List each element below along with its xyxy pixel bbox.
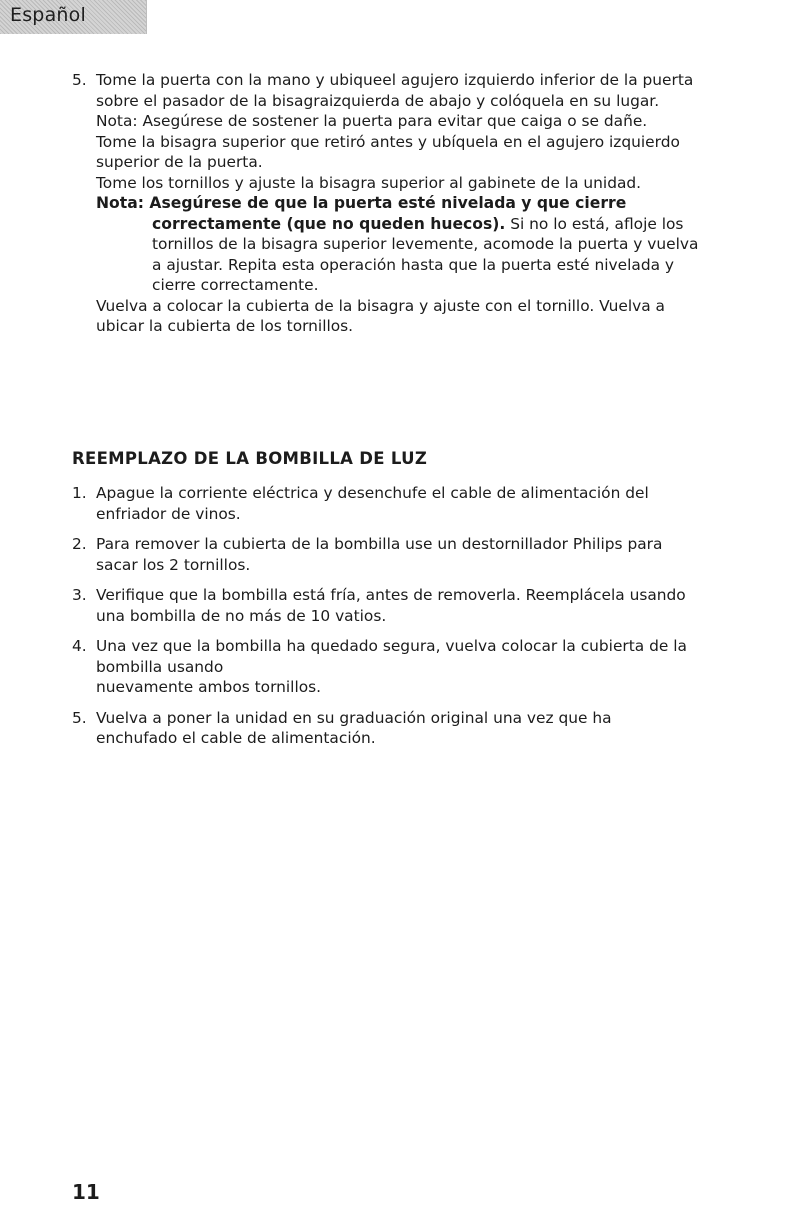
bulb-step-2 (72, 534, 732, 575)
text-line: ubicar la cubierta de los tornillos. (96, 317, 354, 335)
note-bold-text: correctamente (que no queden huecos). (152, 214, 506, 233)
text-line: enfriador de vinos. (96, 504, 241, 523)
text-line: Tome la bisagra superior que retiró antes y ubíquela en el agujero izquierdo (96, 132, 680, 151)
text-line: Nota: Asegúrese de sostener la puerta para evitar que caiga o se dañe. (96, 112, 648, 130)
note-indent-line: cierre correctamente. (152, 276, 319, 294)
text-line: Vuelva a colocar la cubierta de la bisagra y ajuste con el tornillo. Vuelva a (96, 296, 665, 315)
language-tab (0, 0, 147, 34)
bulb-step-4 (72, 636, 732, 698)
bulb-steps (72, 483, 732, 759)
text-line: nuevamente ambos tornillos. (96, 678, 322, 696)
text-line: sacar los 2 tornillos. (96, 555, 251, 574)
text-line: bombilla usando (96, 657, 224, 676)
page-number: 11 (72, 1180, 100, 1204)
section-heading: REEMPLAZO DE LA BOMBILLA DE LUZ (72, 449, 428, 468)
text-line: Vuelva a poner la unidad en su graduación original una vez que ha (96, 708, 612, 727)
bulb-step-5 (72, 708, 732, 749)
text-line: Tome los tornillos y ajuste la bisagra superior al gabinete de la unidad. (96, 173, 642, 192)
bulb-step-3 (72, 585, 732, 626)
step-number: 4. (72, 637, 87, 655)
door-step-5 (72, 70, 732, 337)
text-line: enchufado el cable de alimentación. (96, 729, 376, 747)
note-indent-line: tornillos de la bisagra superior levemente, acomode la puerta y vuelva (152, 235, 699, 253)
text-line: sobre el pasador de la bisagraizquierda de abajo y colóquela en su lugar. (96, 91, 660, 110)
note-line (96, 214, 732, 235)
text-line: Una vez que la bombilla ha quedado segura, vuelva colocar la cubierta de la (96, 637, 687, 655)
text-line: una bombilla de no más de 10 vatios. (96, 606, 387, 625)
text-line: Para remover la cubierta de la bombilla use un destornillador Philips para (96, 535, 663, 553)
text-line: Apague la corriente eléctrica y desenchufe el cable de alimentación del (96, 484, 649, 502)
note-indent-line: a ajustar. Repita esta operación hasta que la puerta esté nivelada y (152, 255, 675, 274)
step-number: 1. (72, 484, 87, 502)
note-bold-line: Nota: Asegúrese de que la puerta esté nivelada y que cierre (96, 194, 627, 212)
step-number: 3. (72, 586, 87, 604)
text-line: superior de la puerta. (96, 153, 263, 171)
step-number: 2. (72, 535, 87, 553)
step-number: 5. (72, 71, 87, 89)
text-line: Verifique que la bombilla está fría, antes de removerla. Reemplácela usando (96, 586, 686, 604)
door-instructions (72, 70, 732, 337)
step-number: 5. (72, 708, 87, 727)
note-normal-text: Si no lo está, afloje los (505, 214, 684, 233)
bulb-step-1 (72, 483, 732, 524)
language-label: Español (10, 4, 86, 26)
text-line: Tome la puerta con la mano y ubiqueel agujero izquierdo inferior de la puerta (96, 71, 694, 89)
